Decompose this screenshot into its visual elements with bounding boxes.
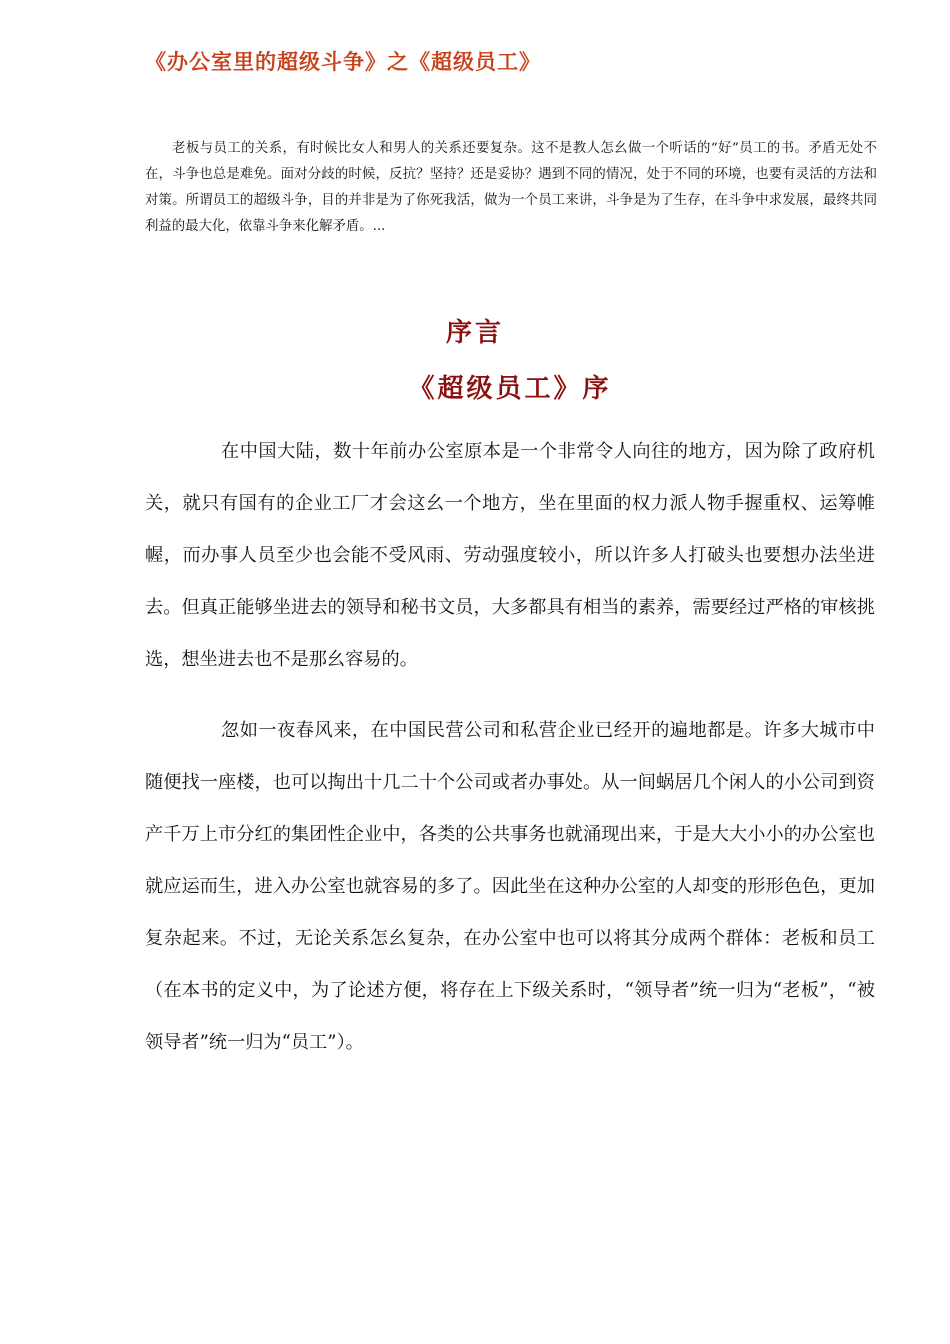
body-paragraph-2: 忽如一夜春风来，在中国民营公司和私营企业已经开的遍地都是。许多大城市中随便找一座楼，也可以掏出十几二十个公司或者办事处。从一间蜗居几个闲人的小公司到资产千万上市分红的集团性企业中，各类的公共事务也就涌现出来，于是大大小小的办公室也就应运而生，进入办公室也就容易的多了。因此坐在这种办公室的人却变的形形色色，更加复杂起来。不过，无论关系怎幺复杂，在办公室中也可以将其分成两个群体：老板和员工（在本书的定义中，为了论述方便，将存在上下级关系时，“领导者”统一归为“老板”，“被领导者”统一归为“员工”）。 xyxy=(145,720,875,1053)
preface-subheading: 《超级员工》序 xyxy=(408,374,612,404)
preface-heading: 序言 xyxy=(445,318,504,348)
body-paragraph-1: 在中国大陆，数十年前办公室原本是一个非常令人向往的地方，因为除了政府机关，就只有国有的企业工厂才会这幺一个地方，坐在里面的权力派人物手握重权、运筹帷幄，而办事人员至少也会能不受风雨、劳动强度较小，所以许多人打破头也要想办法坐进去。但真正能够坐进去的领导和秘书文员，大多都具有相当的素养，需要经过严格的审核挑选，想坐进去也不是那幺容易的。 xyxy=(145,441,875,670)
intro-paragraph: 老板与员工的关系，有时候比女人和男人的关系还要复杂。这不是教人怎幺做一个听话的“好”员工的书。矛盾无处不在，斗争也总是难免。面对分歧的时候，反抗？坚持？还是妥协？遇到不同的情况，处于不同的环境，也要有灵活的方法和对策。所谓员工的超级斗争，目的并非是为了你死我活，做为一个员工来讲，斗争是为了生存，在斗争中求发展，最终共同利益的最大化，依靠斗争来化解矛盾。... xyxy=(145,141,877,234)
document-title: 《办公室里的超级斗争》之《超级员工》 xyxy=(145,49,541,74)
